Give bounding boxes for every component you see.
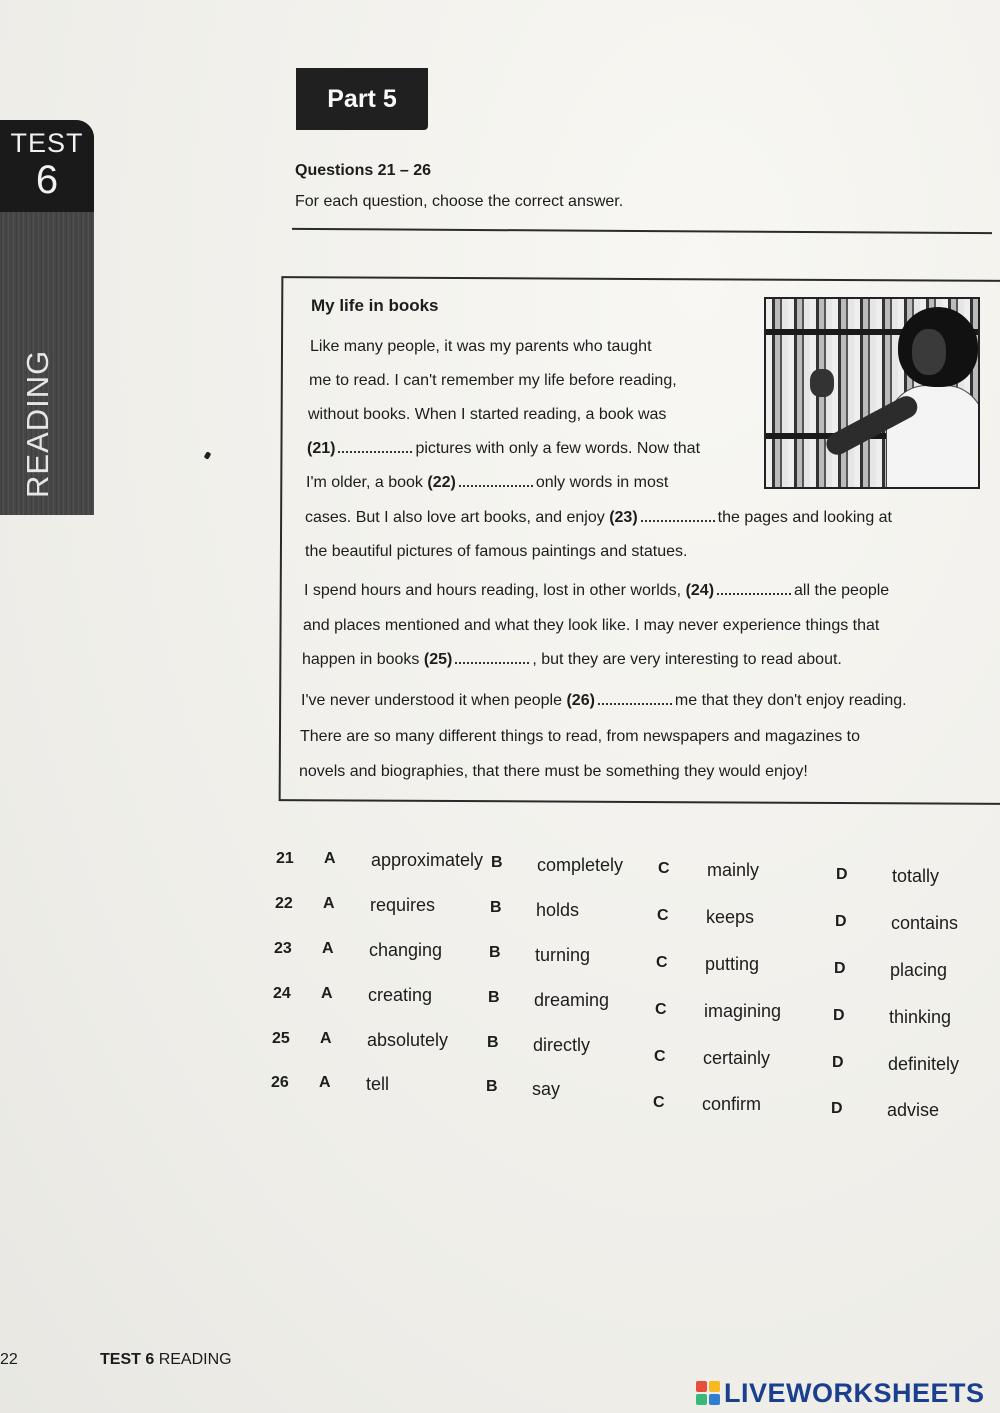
passage-text: all the people bbox=[794, 582, 890, 599]
option-c-q23[interactable]: putting bbox=[705, 954, 760, 974]
passage-line: the beautiful pictures of famous paintings and statues. bbox=[305, 543, 688, 560]
option-a-q22[interactable]: requires bbox=[370, 895, 436, 915]
side-tab-test-number: 6 bbox=[35, 158, 59, 202]
answer-blank-26[interactable] bbox=[598, 703, 672, 705]
passage-line bbox=[306, 474, 668, 492]
question-ref: (21) bbox=[307, 440, 336, 457]
option-letter-d: D bbox=[834, 960, 846, 977]
page-number: 22 bbox=[0, 1351, 18, 1368]
answer-blank-21[interactable] bbox=[338, 451, 412, 453]
footer-section: READING bbox=[158, 1351, 232, 1368]
option-c-q21[interactable]: mainly bbox=[707, 860, 760, 880]
option-a-q26[interactable]: tell bbox=[366, 1074, 390, 1094]
passage-text: I spend hours and hours reading, lost in other worlds, bbox=[304, 582, 682, 599]
answer-blank-24[interactable] bbox=[717, 593, 791, 595]
option-letter-a: A bbox=[324, 850, 336, 867]
side-tab-section-label: READING bbox=[20, 349, 55, 498]
passage-text: cases. But I also love art books, and enjoy bbox=[305, 509, 605, 526]
option-a-q24[interactable]: creating bbox=[368, 985, 433, 1005]
option-b-q25[interactable]: directly bbox=[533, 1035, 591, 1055]
option-letter-a: A bbox=[323, 895, 335, 912]
option-letter-c: C bbox=[656, 954, 668, 971]
question-number: 22 bbox=[275, 895, 293, 912]
option-d-q23[interactable]: placing bbox=[890, 960, 948, 980]
passage-text: the pages and looking at bbox=[717, 509, 892, 526]
option-letter-b: B bbox=[489, 944, 501, 961]
passage-title: My life in books bbox=[311, 296, 439, 315]
passage-line: novels and biographies, that there must be something they would enjoy! bbox=[299, 763, 808, 780]
question-ref: (22) bbox=[427, 474, 456, 491]
part-banner: Part 5 bbox=[296, 68, 428, 130]
logo-square bbox=[696, 1381, 707, 1392]
option-d-q24[interactable]: thinking bbox=[889, 1007, 952, 1027]
option-d-q22[interactable]: contains bbox=[891, 913, 959, 933]
passage-line bbox=[307, 440, 700, 458]
passage-line bbox=[304, 582, 889, 600]
option-letter-b: B bbox=[487, 1034, 499, 1051]
option-b-q26[interactable]: say bbox=[532, 1079, 561, 1099]
question-number: 25 bbox=[272, 1030, 290, 1047]
option-letter-a: A bbox=[322, 940, 334, 957]
option-d-q21[interactable]: totally bbox=[892, 866, 940, 886]
option-a-q23[interactable]: changing bbox=[369, 940, 443, 960]
passage-text: I've never understood it when people bbox=[301, 692, 563, 709]
option-letter-b: B bbox=[486, 1078, 498, 1095]
option-c-q22[interactable]: keeps bbox=[706, 907, 755, 927]
passage-text: , but they are very interesting to read about. bbox=[532, 651, 842, 668]
option-letter-b: B bbox=[491, 854, 503, 871]
option-c-q26[interactable]: confirm bbox=[702, 1094, 762, 1114]
passage-text: only words in most bbox=[535, 474, 669, 491]
logo-square bbox=[696, 1394, 707, 1405]
option-b-q22[interactable]: holds bbox=[536, 900, 580, 920]
passage-line: There are so many different things to read, from newspapers and magazines to bbox=[300, 728, 861, 745]
person-face bbox=[912, 329, 946, 375]
passage-text: me that they don't enjoy reading. bbox=[674, 692, 907, 709]
answer-blank-22[interactable] bbox=[459, 485, 533, 487]
option-letter-d: D bbox=[833, 1007, 845, 1024]
question-ref: (25) bbox=[423, 651, 453, 668]
answer-blank-23[interactable] bbox=[641, 520, 715, 522]
footer-test: TEST 6 bbox=[100, 1351, 155, 1368]
option-d-q25[interactable]: definitely bbox=[888, 1054, 960, 1074]
question-ref: (26) bbox=[566, 692, 595, 709]
passage-photo bbox=[764, 297, 980, 489]
passage-line: Like many people, it was my parents who taught bbox=[310, 338, 652, 355]
logo-square bbox=[709, 1394, 720, 1405]
passage-line bbox=[302, 651, 842, 669]
option-c-q24[interactable]: imagining bbox=[704, 1001, 782, 1021]
liveworksheets-logo-icon bbox=[696, 1381, 720, 1405]
passage-text: happen in books bbox=[302, 651, 420, 668]
option-b-q21[interactable]: completely bbox=[537, 855, 624, 875]
liveworksheets-brand[interactable] bbox=[696, 1378, 985, 1408]
questions-range: Questions 21 – 26 bbox=[295, 162, 432, 179]
logo-square bbox=[709, 1381, 720, 1392]
option-letter-a: A bbox=[321, 985, 333, 1002]
question-number: 24 bbox=[273, 985, 291, 1002]
option-letter-a: A bbox=[319, 1074, 331, 1091]
option-letter-b: B bbox=[488, 989, 500, 1006]
passage-line: without books. When I started reading, a book was bbox=[308, 406, 667, 423]
option-letter-d: D bbox=[835, 913, 847, 930]
option-d-q26[interactable]: advise bbox=[887, 1100, 940, 1120]
passage-line: me to read. I can't remember my life before reading, bbox=[309, 372, 677, 389]
option-letter-d: D bbox=[831, 1100, 843, 1117]
option-b-q23[interactable]: turning bbox=[535, 945, 591, 965]
option-letter-c: C bbox=[657, 907, 669, 924]
side-tab-header bbox=[0, 120, 94, 212]
passage-text: pictures with only a few words. Now that bbox=[415, 440, 701, 457]
brand-name: LIVEWORKSHEETS bbox=[724, 1377, 985, 1408]
side-tab-test-label: TEST bbox=[10, 128, 84, 158]
question-ref: (24) bbox=[685, 582, 715, 599]
option-a-q21[interactable]: approximately bbox=[371, 850, 484, 870]
answer-blank-25[interactable] bbox=[455, 662, 529, 664]
option-letter-c: C bbox=[658, 860, 670, 877]
option-letter-c: C bbox=[654, 1048, 666, 1065]
question-number: 23 bbox=[274, 940, 292, 957]
option-b-q24[interactable]: dreaming bbox=[534, 990, 610, 1010]
option-a-q25[interactable]: absolutely bbox=[367, 1030, 449, 1050]
passage-text: I'm older, a book bbox=[306, 474, 423, 491]
option-c-q25[interactable]: certainly bbox=[703, 1048, 771, 1068]
question-number: 26 bbox=[271, 1074, 289, 1091]
passage-line: and places mentioned and what they look like. I may never experience things that bbox=[303, 617, 880, 634]
option-letter-d: D bbox=[832, 1054, 844, 1071]
option-letter-a: A bbox=[320, 1030, 332, 1047]
instruction-text: For each question, choose the correct answer. bbox=[295, 193, 624, 210]
person-hand bbox=[810, 369, 834, 397]
test-side-tab bbox=[0, 120, 94, 515]
option-letter-c: C bbox=[653, 1094, 665, 1111]
footer-title bbox=[100, 1351, 232, 1369]
option-letter-c: C bbox=[655, 1001, 667, 1018]
question-ref: (23) bbox=[609, 509, 638, 526]
question-number: 21 bbox=[276, 850, 294, 867]
passage-line bbox=[301, 692, 907, 710]
option-letter-d: D bbox=[836, 866, 848, 883]
option-letter-b: B bbox=[490, 899, 502, 916]
passage-line bbox=[305, 509, 892, 527]
